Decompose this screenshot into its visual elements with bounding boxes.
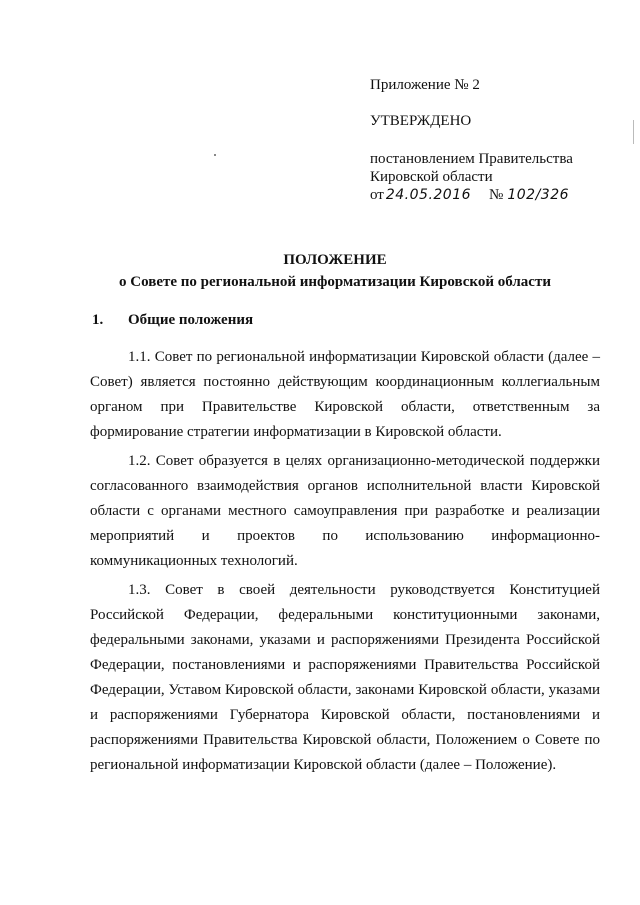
approved-stamp-text: УТВЕРЖДЕНО [370, 113, 472, 129]
handwritten-date: 24.05.2016 [385, 187, 472, 203]
scan-speck [214, 154, 216, 156]
section-heading [92, 312, 254, 329]
paragraph: 1.2. Совет образуется в целях организационно-методической поддержки согласованного взаимодействия органов исполнительной власти Кировской области с органами местного самоуправления при разработке и реализации мероприятий и проектов по использованию информационно-коммуникационных технологий. [90, 453, 600, 569]
number-label: № [489, 187, 504, 203]
document-body [90, 345, 600, 782]
paragraph: 1.1. Совет по региональной информатизации Кировской области (далее – Совет) является постоянно действующим координационным коллегиальным органом при Правительстве Кировской области, ответственным за формирование стратегии информатизации в Кировской области. [90, 349, 600, 440]
resolution-line-2: Кировской области [370, 169, 493, 185]
appendix-label: Приложение № 2 [370, 77, 480, 93]
document-subtitle: о Совете по региональной информатизации Кировской области [119, 274, 551, 290]
section-title: Общие положения [128, 312, 254, 328]
section-number: 1. [92, 312, 104, 328]
resolution-line-1: постановлением Правительства [370, 151, 573, 167]
paragraph: 1.3. Совет в своей деятельности руководствуется Конституцией Российской Федерации, федеральными конституционными законами, федеральными законами, указами и распоряжениями Президента Российской Федерации, постановлениями и распоряжениями Правительства Российской Федерации, Уставом Кировской области, законами Кировской области, указами и распоряжениями Губернатора Кировской области, постановлениями и распоряжениями Правительства Кировской области, Положением о Совете по региональной информатизации Кировской области (далее – Положение). [90, 582, 600, 773]
date-prefix: от [370, 187, 384, 203]
document-title: ПОЛОЖЕНИЕ [283, 252, 387, 268]
document-title-block [60, 249, 610, 293]
approval-block [370, 76, 620, 204]
scan-edge-mark [633, 120, 634, 144]
handwritten-number: 102/326 [507, 187, 570, 203]
date-number-line [370, 186, 620, 204]
